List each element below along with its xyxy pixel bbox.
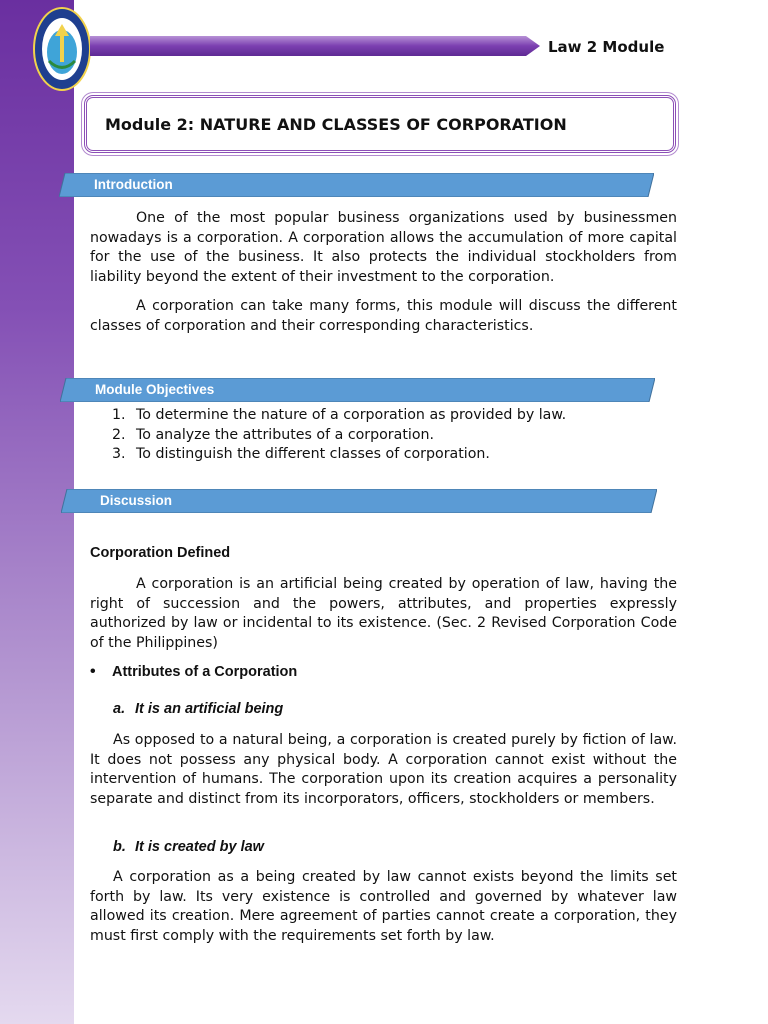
list-text: To analyze the attributes of a corporation.	[136, 426, 435, 443]
attribute-title: It is an artificial being	[135, 701, 284, 717]
bullet-attributes	[90, 663, 297, 681]
header-decor-bar	[90, 34, 540, 58]
section-label-introduction: Introduction	[94, 177, 173, 192]
bullet-icon: •	[90, 663, 96, 680]
section-bar-objectives	[60, 378, 655, 402]
definition-paragraph: A corporation is an artificial being created by operation of law, having the right of succession and the powers, attributes, and properties expressly authorized by law or incidental to its existence. (Sec. 2 Revised Corporation Code of the Philippines)	[90, 576, 677, 651]
attribute-b-paragraph: A corporation as a being created by law cannot exists beyond the limits set forth by law. Its very existence is controlled and governed by whatever law allowed its creation. Mere agreement of parties cannot create a corporation, they must first comply with the requirements set forth by law.	[90, 869, 677, 944]
attribute-a-paragraph: As opposed to a natural being, a corporation is created purely by fiction of law. It does not possess any physical body. A corporation cannot exist without the intervention of humans. The corporation upon its creation acquires a personality separate and distinct from its incorporators, officers, stockholders or members.	[90, 732, 677, 807]
list-number: 2.	[112, 426, 126, 443]
section-bar-discussion	[61, 489, 657, 513]
module-title: Module 2: NATURE AND CLASSES OF CORPORATION	[105, 115, 567, 134]
bullet-label: Attributes of a Corporation	[112, 664, 298, 680]
university-seal-logo	[33, 6, 91, 92]
attribute-letter: a.	[113, 701, 126, 717]
module-title-box	[84, 95, 676, 153]
section-bar-introduction	[59, 173, 654, 197]
list-number: 3.	[112, 446, 126, 463]
document-header-title: Law 2 Module	[548, 38, 665, 56]
objectives-list	[90, 406, 677, 465]
section-label-discussion: Discussion	[100, 493, 173, 508]
section-label-objectives: Module Objectives	[95, 382, 215, 397]
list-item	[90, 406, 677, 426]
intro-paragraph-2: A corporation can take many forms, this module will discuss the different classes of corporation and their corresponding characteristics.	[90, 298, 677, 334]
list-text: To distinguish the different classes of corporation.	[136, 446, 490, 463]
attribute-letter: b.	[113, 839, 126, 855]
attribute-a-heading	[113, 701, 283, 717]
list-item	[90, 445, 677, 465]
heading-corporation-defined: Corporation Defined	[90, 545, 231, 561]
list-text: To determine the nature of a corporation as provided by law.	[136, 407, 567, 423]
list-item	[90, 426, 677, 446]
attribute-b-heading	[113, 839, 264, 855]
intro-paragraph-1: One of the most popular business organizations used by businessmen nowadays is a corporation. A corporation allows the accumulation of more capital for the use of the business. It also protects the individual stockholders from liability beyond the extent of their investment to the corporation.	[90, 210, 677, 285]
attribute-title: It is created by law	[135, 839, 264, 855]
list-number: 1.	[112, 407, 126, 423]
